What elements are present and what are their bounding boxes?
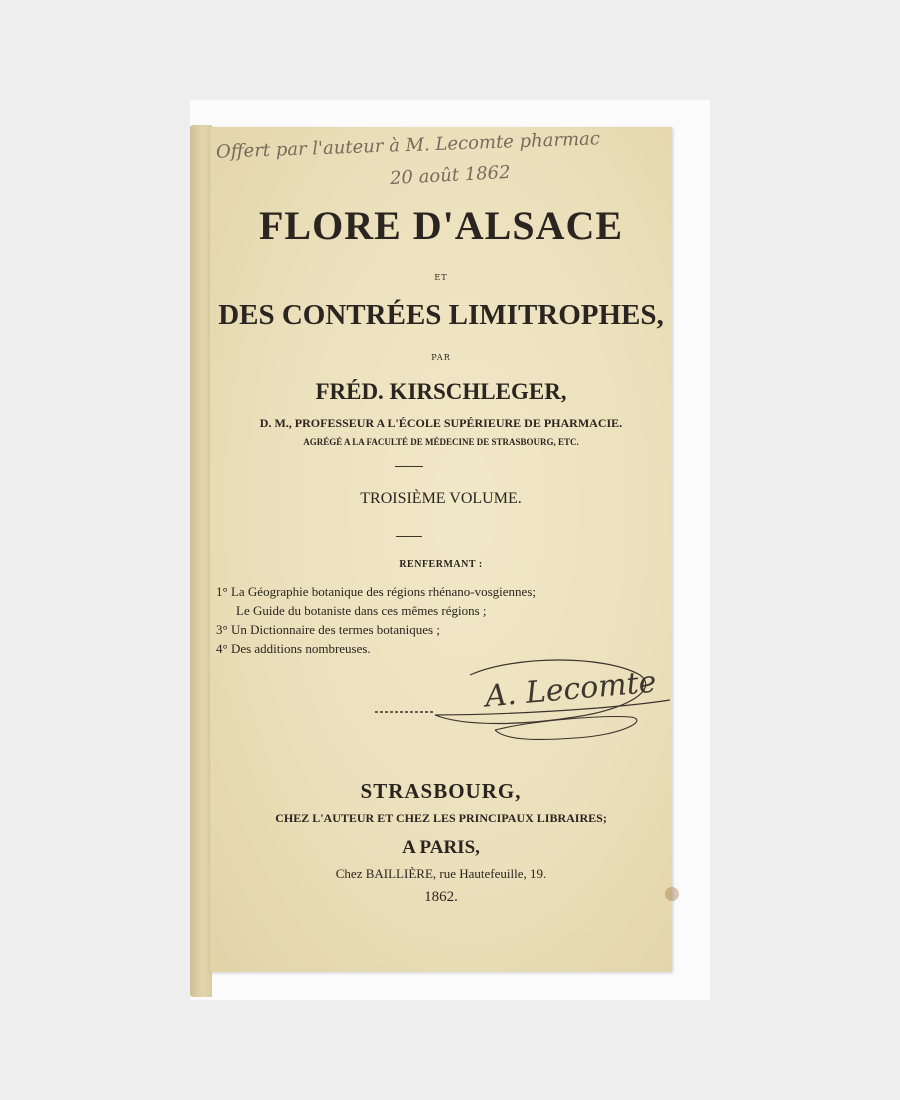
renfermant-label: RENFERMANT :	[399, 559, 483, 570]
contents-item-3: 3° Un Dictionnaire des termes botaniques ;	[216, 622, 440, 637]
publication-year: 1862.	[424, 889, 458, 905]
publication-paris: A PARIS,	[402, 837, 480, 858]
author-name: FRÉD. KIRSCHLEGER,	[315, 379, 567, 404]
conjunction-et: ET	[434, 273, 448, 282]
contents-item-4: 4° Des additions nombreuses.	[216, 641, 371, 656]
divider-rule	[396, 536, 422, 537]
divider-rule	[395, 466, 423, 467]
contents-item-1: 1° La Géographie botanique des régions rhénano-vosgiennes;	[216, 584, 536, 599]
publication-city: STRASBOURG,	[360, 779, 522, 803]
handwritten-inscription-line-2: 20 août 1862	[389, 161, 512, 190]
handwritten-inscription-line-1: Offert par l'auteur à M. Lecomte pharmac	[215, 128, 601, 163]
title-page	[210, 127, 672, 972]
volume-label: TROISIÈME VOLUME.	[360, 490, 522, 507]
handwritten-signature: A. Lecomte	[483, 664, 658, 715]
author-credential-2: AGRÉGÉ A LA FACULTÉ DE MÉDECINE DE STRASBOURG, ETC.	[303, 437, 579, 447]
publisher-address: Chez BAILLIÈRE, rue Hautefeuille, 19.	[335, 866, 547, 881]
contents-item-2: Le Guide du botaniste dans ces mêmes régions ;	[236, 603, 487, 618]
author-credential-1: D. M., PROFESSEUR A L'ÉCOLE SUPÉRIEURE DE PHARMACIE.	[259, 416, 623, 430]
book-title: FLORE D'ALSACE	[258, 203, 624, 248]
book-subtitle: DES CONTRÉES LIMITROPHES,	[218, 299, 664, 331]
word-par: PAR	[431, 353, 451, 362]
publisher-line: CHEZ L'AUTEUR ET CHEZ LES PRINCIPAUX LIBRAIRES;	[275, 811, 607, 825]
book-spine-edge	[190, 125, 212, 997]
